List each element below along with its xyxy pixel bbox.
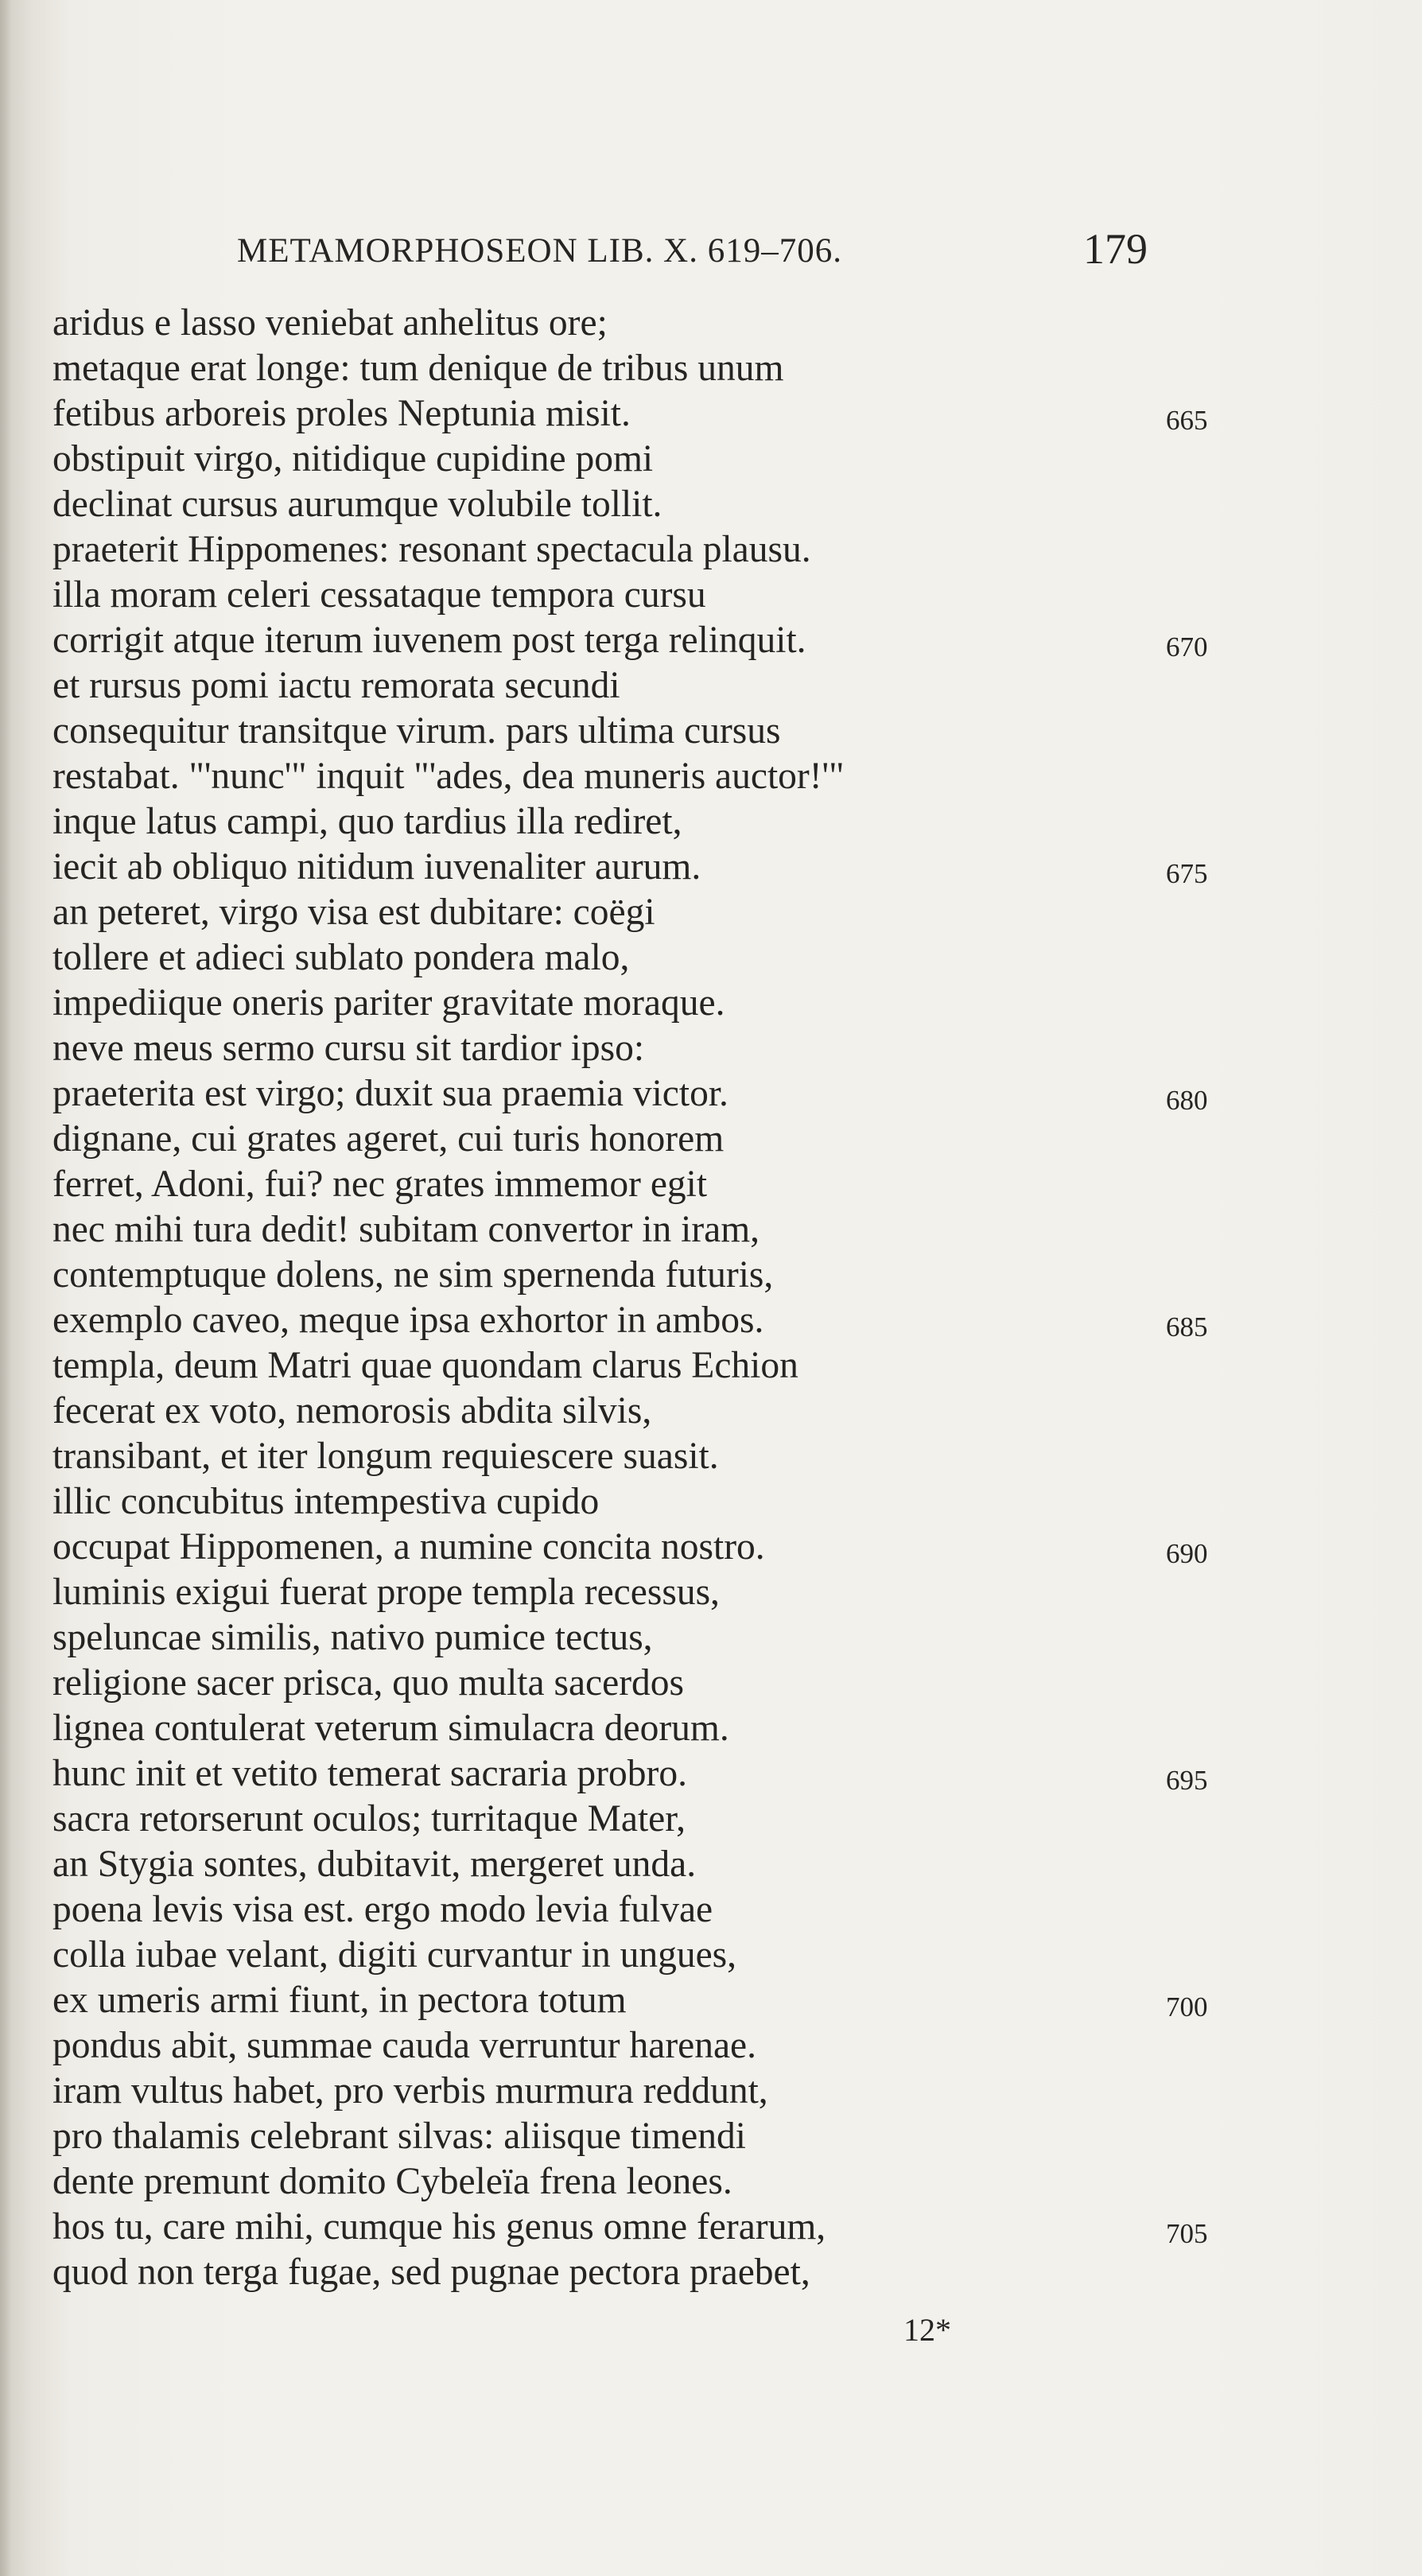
line-number: 685	[1166, 1311, 1208, 1342]
verse-text: contemptuque dolens, ne sim spernenda futuris,	[52, 1254, 774, 1296]
verse-text: an Stygia sontes, dubitavit, mergeret unda.	[52, 1844, 697, 1885]
signature-mark: 12*	[903, 2312, 951, 2348]
verse-line	[52, 1207, 1245, 1253]
verse-line	[52, 2114, 1245, 2159]
verse-line	[52, 437, 1245, 482]
verse-line	[52, 1479, 1245, 1525]
verse-text: templa, deum Matri quae quondam clarus Echion	[52, 1345, 798, 1386]
verse-line	[52, 1615, 1245, 1661]
verse-line	[52, 1525, 1245, 1570]
verse-line	[52, 2023, 1245, 2069]
verse-line	[52, 2159, 1245, 2205]
verse-text: iecit ab obliquo nitidum iuvenaliter aurum.	[52, 846, 701, 888]
verse-line	[52, 1887, 1245, 1933]
verse-line	[52, 1434, 1245, 1479]
verse-line	[52, 1978, 1245, 2023]
line-number: 695	[1166, 1765, 1208, 1796]
verse-text: hos tu, care mihi, cumque his genus omne ferarum,	[52, 2206, 826, 2248]
verse-text: an peteret, virgo visa est dubitare: coëgi	[52, 892, 655, 933]
verse-line	[52, 1117, 1245, 1162]
verse-text: fetibus arboreis proles Neptunia misit.	[52, 393, 631, 434]
verse-text: illa moram celeri cessataque tempora cursu	[52, 574, 706, 616]
verse-text: pondus abit, summae cauda verruntur harenae.	[52, 2025, 757, 2066]
verse-text: ferret, Adoni, fui? nec grates immemor egit	[52, 1164, 708, 1205]
verse-line	[52, 754, 1245, 799]
verse-line	[52, 1570, 1245, 1615]
verse-line	[52, 1389, 1245, 1434]
verse-line	[52, 1253, 1245, 1298]
verse-text: corrigit atque iterum iuvenem post terga relinquit.	[52, 620, 806, 661]
verse-text: quod non terga fugae, sed pugnae pectora praebet,	[52, 2252, 810, 2293]
verse-text: fecerat ex voto, nemorosis abdita silvis,	[52, 1390, 652, 1432]
verse-line	[52, 301, 1245, 346]
verse-line	[52, 618, 1245, 663]
verse-list	[52, 301, 1245, 2295]
verse-text: sacra retorserunt oculos; turritaque Mater,	[52, 1798, 686, 1840]
verse-line	[52, 981, 1245, 1026]
verse-text: impediique oneris pariter gravitate moraque.	[52, 982, 725, 1024]
verse-line	[52, 1842, 1245, 1887]
line-number: 690	[1166, 1538, 1208, 1569]
verse-line	[52, 1071, 1245, 1117]
verse-line	[52, 2250, 1245, 2295]
verse-text: colla iubae velant, digiti curvantur in ungues,	[52, 1934, 737, 1976]
running-head: METAMORPHOSEON LIB. X. 619–706.	[237, 232, 842, 270]
verse-line	[52, 346, 1245, 391]
verse-line	[52, 2205, 1245, 2250]
verse-text: tollere et adieci sublato pondera malo,	[52, 937, 630, 978]
verse-line	[52, 2069, 1245, 2114]
verse-text: consequitur transitque virum. pars ultima cursus	[52, 710, 781, 752]
verse-text: praeterit Hippomenes: resonant spectacula plausu.	[52, 529, 811, 570]
verse-line	[52, 527, 1245, 573]
line-number: 675	[1166, 858, 1208, 889]
verse-line	[52, 1026, 1245, 1071]
verse-text: praeterita est virgo; duxit sua praemia victor.	[52, 1073, 728, 1114]
verse-text: hunc init et vetito temerat sacraria probro.	[52, 1753, 687, 1794]
verse-text: dignane, cui grates ageret, cui turis honorem	[52, 1118, 725, 1160]
verse-text: metaque erat longe: tum denique de tribus unum	[52, 348, 784, 389]
verse-text: nec mihi tura dedit! subitam convertor in iram,	[52, 1209, 760, 1250]
verse-text: occupat Hippomenen, a numine concita nostro.	[52, 1526, 765, 1568]
binding-gutter-shadow	[0, 0, 11, 2576]
verse-text: exemplo caveo, meque ipsa exhortor in ambos.	[52, 1300, 764, 1341]
verse-text: inque latus campi, quo tardius illa rediret,	[52, 801, 682, 842]
verse-line	[52, 1933, 1245, 1978]
verse-text: et rursus pomi iactu remorata secundi	[52, 665, 620, 706]
verse-text: neve meus sermo cursu sit tardior ipso:	[52, 1028, 645, 1069]
line-number: 680	[1166, 1085, 1208, 1116]
line-number: 665	[1166, 405, 1208, 436]
verse-text: transibant, et iter longum requiescere suasit.	[52, 1436, 719, 1477]
verse-text: obstipuit virgo, nitidique cupidine pomi	[52, 438, 654, 480]
verse-text: poena levis visa est. ergo modo levia fulvae	[52, 1889, 713, 1930]
verse-text: aridus e lasso veniebat anhelitus ore;	[52, 302, 608, 344]
verse-line	[52, 1298, 1245, 1343]
verse-line	[52, 799, 1245, 845]
verse-line	[52, 709, 1245, 754]
verse-text: iram vultus habet, pro verbis murmura reddunt,	[52, 2070, 768, 2112]
verse-line	[52, 1343, 1245, 1389]
line-number: 705	[1166, 2218, 1208, 2249]
verse-line	[52, 573, 1245, 618]
verse-line	[52, 663, 1245, 709]
page-number: 179	[1083, 225, 1148, 273]
verse-line	[52, 935, 1245, 981]
verse-line	[52, 391, 1245, 437]
verse-text: dente premunt domito Cybeleïa frena leones.	[52, 2161, 732, 2202]
verse-text: ex umeris armi fiunt, in pectora totum	[52, 1980, 627, 2021]
verse-line	[52, 845, 1245, 890]
verse-line	[52, 1162, 1245, 1207]
verse-text: speluncae similis, nativo pumice tectus,	[52, 1617, 653, 1658]
verse-line	[52, 1706, 1245, 1751]
verse-text: restabat. "'nunc'" inquit "'ades, dea muneris auctor!'"	[52, 756, 845, 797]
verse-text: religione sacer prisca, quo multa sacerdos	[52, 1662, 685, 1704]
verse-text: luminis exigui fuerat prope templa recessus,	[52, 1572, 720, 1613]
verse-line	[52, 1751, 1245, 1797]
verse-text: declinat cursus aurumque volubile tollit.	[52, 484, 662, 525]
verse-text: lignea contulerat veterum simulacra deorum.	[52, 1708, 729, 1749]
line-number: 700	[1166, 1991, 1208, 2022]
verse-text: pro thalamis celebrant silvas: aliisque timendi	[52, 2116, 746, 2157]
line-number: 670	[1166, 631, 1208, 662]
verse-line	[52, 1797, 1245, 1842]
verse-line	[52, 1661, 1245, 1706]
verse-text: illic concubitus intempestiva cupido	[52, 1481, 600, 1522]
verse-line	[52, 482, 1245, 527]
page-header	[0, 227, 1422, 275]
verse-line	[52, 890, 1245, 935]
